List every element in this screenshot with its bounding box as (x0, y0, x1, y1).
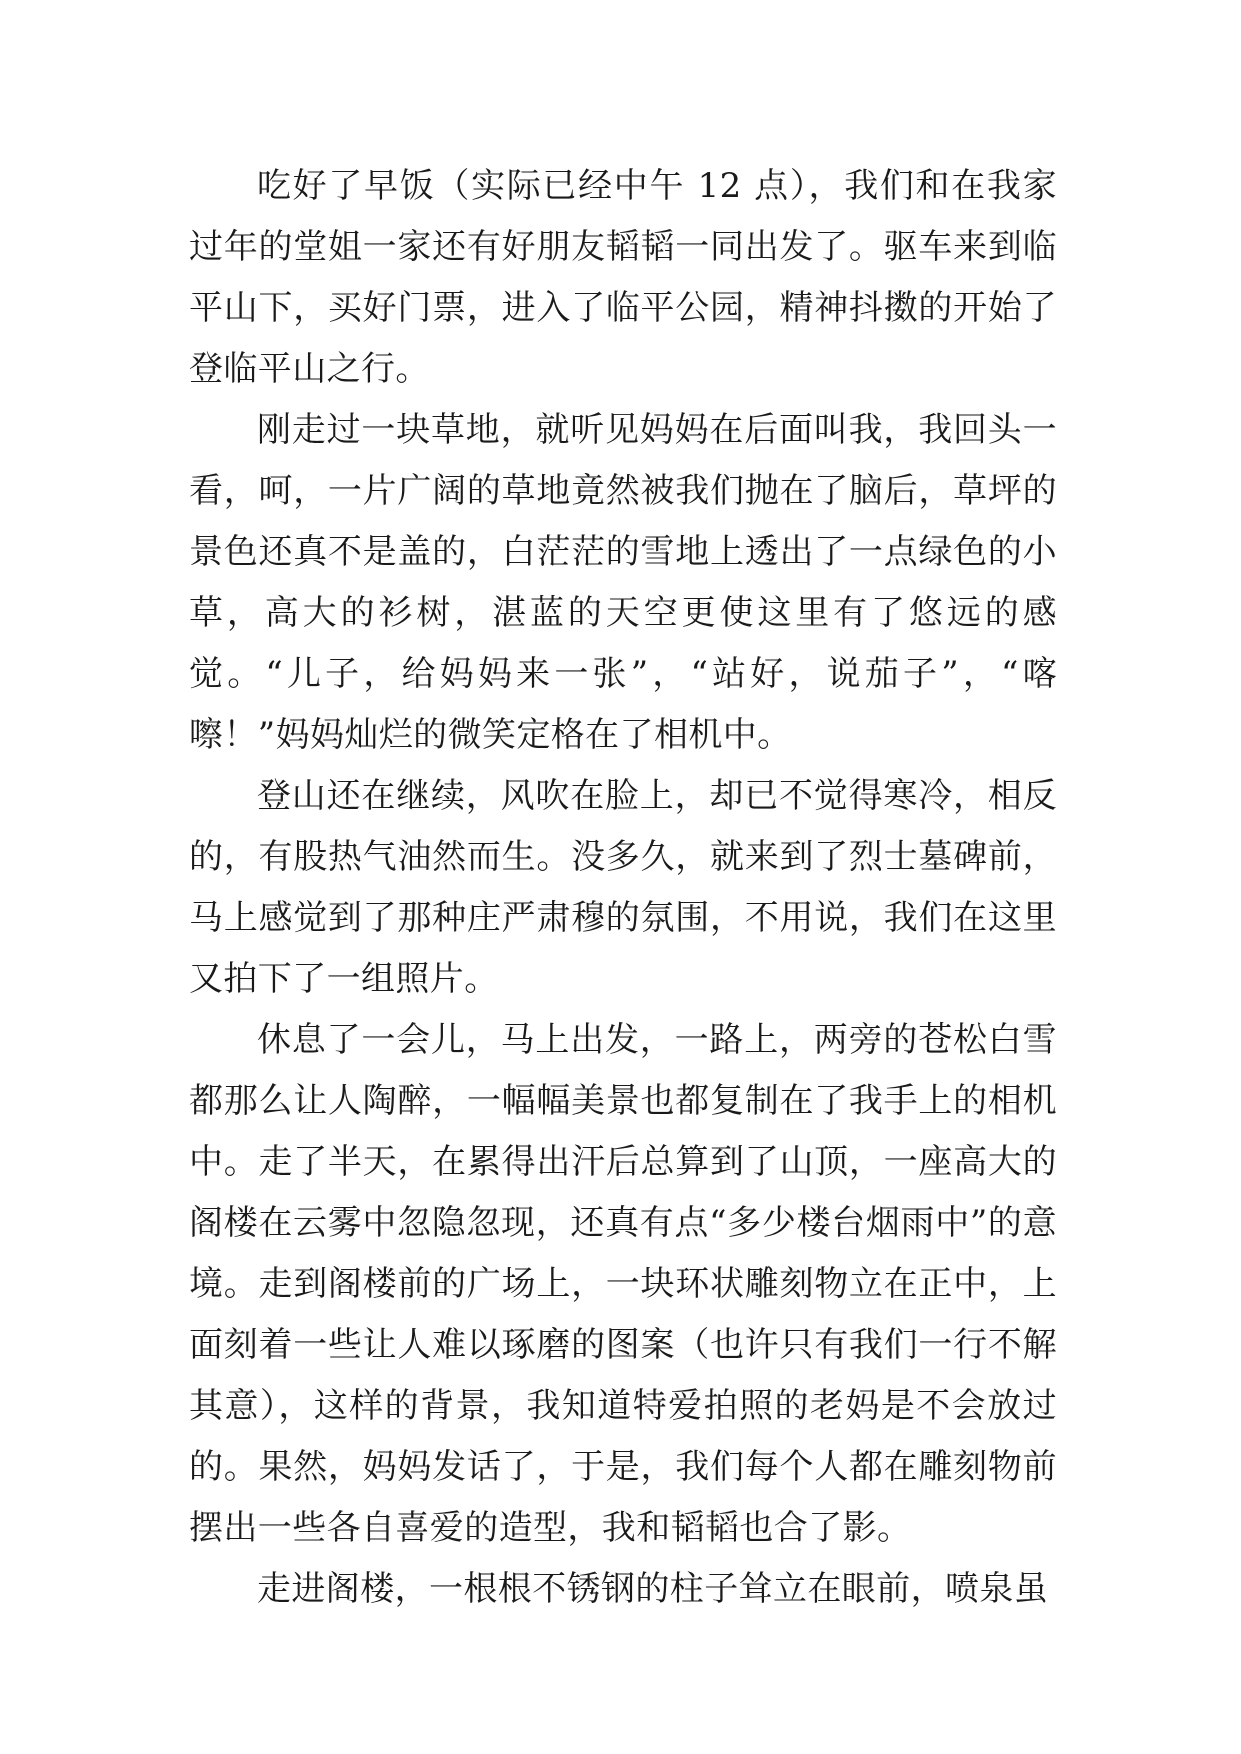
document-body (189, 156, 1057, 1620)
paragraph-grassland-photo: 刚走过一块草地，就听见妈妈在后面叫我，我回头一看，呵，一片广阔的草地竟然被我们抛在了脑后，草坪的景色还真不是盖的，白茫茫的雪地上透出了一点绿色的小草，高大的衫树，湛蓝的天空更使这里有了悠远的感觉。“儿子，给妈妈来一张”，“站好，说茄子”，“喀嚓！”妈妈灿烂的微笑定格在了相机中。 (189, 410, 1057, 755)
paragraph-breakfast-departure: 吃好了早饭（实际已经中午 12 点），我们和在我家过年的堂姐一家还有好朋友韬韬一同出发了。驱车来到临平山下，买好门票，进入了临平公园，精神抖擞的开始了登临平山之行。 (189, 166, 1057, 389)
paragraph-summit-pavilion: 休息了一会儿，马上出发，一路上，两旁的苍松白雪都那么让人陶醉，一幅幅美景也都复制在了我手上的相机中。走了半天，在累得出汗后总算到了山顶，一座高大的阁楼在云雾中忽隐忽现，还真有点“多少楼台烟雨中”的意境。走到阁楼前的广场上，一块环状雕刻物立在正中，上面刻着一些让人难以琢磨的图案（也许只有我们一行不解其意），这样的背景，我知道特爱拍照的老妈是不会放过的。果然，妈妈发话了，于是，我们每个人都在雕刻物前摆出一些各自喜爱的造型，我和韬韬也合了影。 (189, 1020, 1057, 1548)
paragraph-martyrs-monument: 登山还在继续，风吹在脸上，却已不觉得寒冷，相反的，有股热气油然而生。没多久，就来到了烈士墓碑前，马上感觉到了那种庄严肃穆的氛围，不用说，我们在这里又拍下了一组照片。 (189, 776, 1057, 999)
paragraph-enter-pavilion: 走进阁楼，一根根不锈钢的柱子耸立在眼前，喷泉虽 (257, 1569, 1049, 1609)
